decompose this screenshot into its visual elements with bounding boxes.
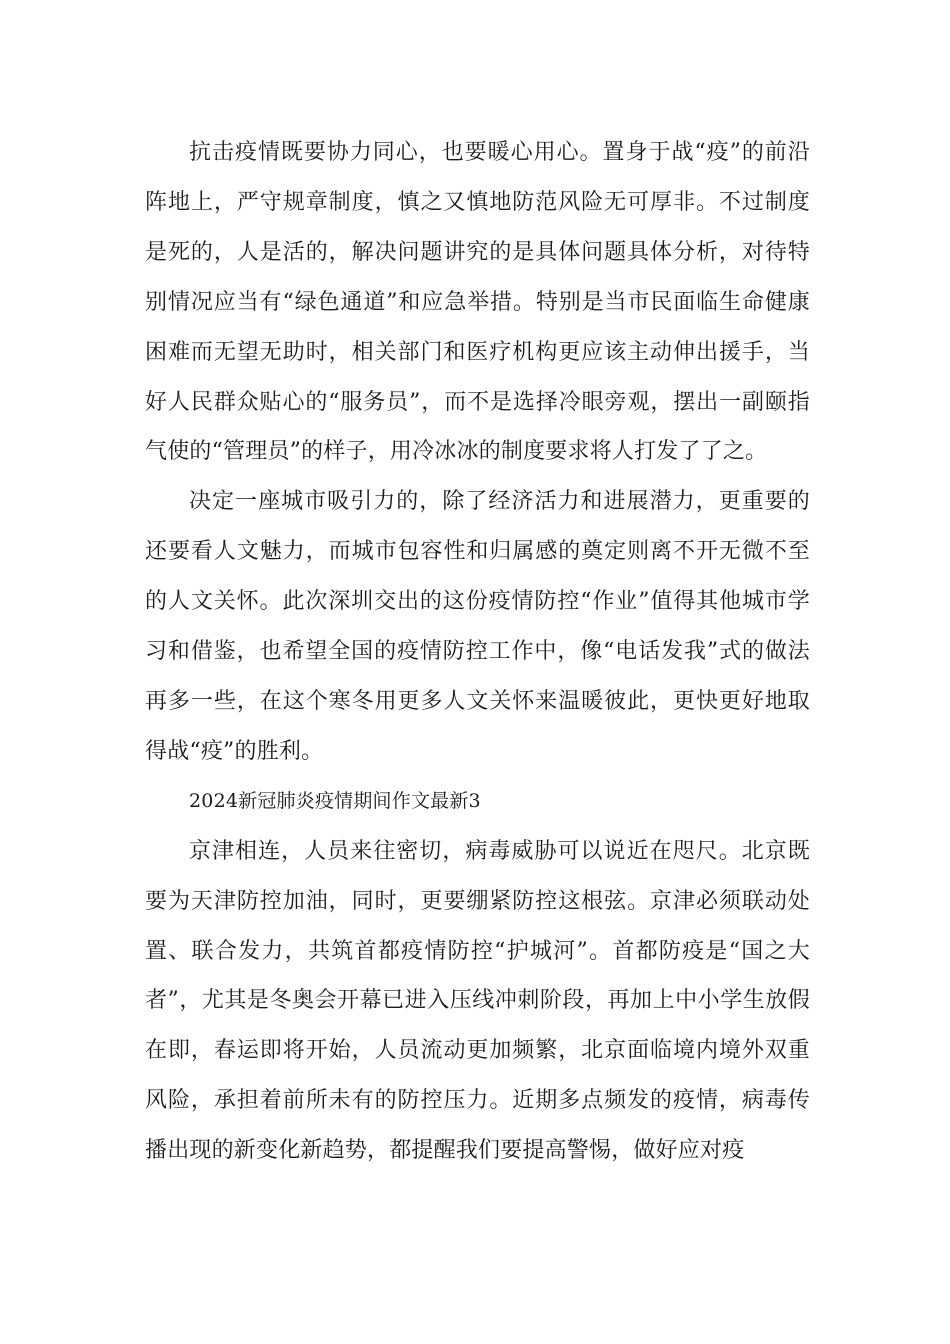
document-body [145,128,810,1176]
paragraph-2: 决定一座城市吸引力的，除了经济活力和进展潜力，更重要的还要看人文魅力，而城市包容性和归属感的奠定则离不开无微不至的人文关怀。此次深圳交出的这份疫情防控“作业”值得其他城市学习和借鉴，也希望全国的疫情防控工作中，像“电话发我”式的做法再多一些，在这个寒冬用更多人文关怀来温暖彼此，更快更好地取得战“疫”的胜利。 [145,489,810,764]
section-heading: 2024新冠肺炎疫情期间作文最新3 [189,789,481,812]
paragraph-3: 京津相连，人员来往密切，病毒威胁可以说近在咫尺。北京既要为天津防控加油，同时，更要绷紧防控这根弦。京津必须联动处置、联合发力，共筑首都疫情防控“护城河”。首都防疫是“国之大者”，尤其是冬奥会开幕已进入压线冲刺阶段，再加上中小学生放假在即，春运即将开始，人员流动更加频繁，北京面临境内境外双重风险，承担着前所未有的防控压力。近期多点频发的疫情，病毒传播出现的新变化新趋势，都提醒我们要提高警惕，做好应对疫 [145,838,810,1164]
paragraph-1: 抗击疫情既要协力同心，也要暖心用心。置身于战“疫”的前沿阵地上，严守规章制度，慎之又慎地防范风险无可厚非。不过制度是死的，人是活的，解决问题讲究的是具体问题具体分析，对待特别情况应当有“绿色通道”和应急举措。特别是当市民面临生命健康困难而无望无助时，相关部门和医疗机构更应该主动伸出援手，当好人民群众贴心的“服务员”，而不是选择冷眼旁观，摆出一副颐指气使的“管理员”的样子，用冷冰冰的制度要求将人打发了了之。 [145,140,810,465]
